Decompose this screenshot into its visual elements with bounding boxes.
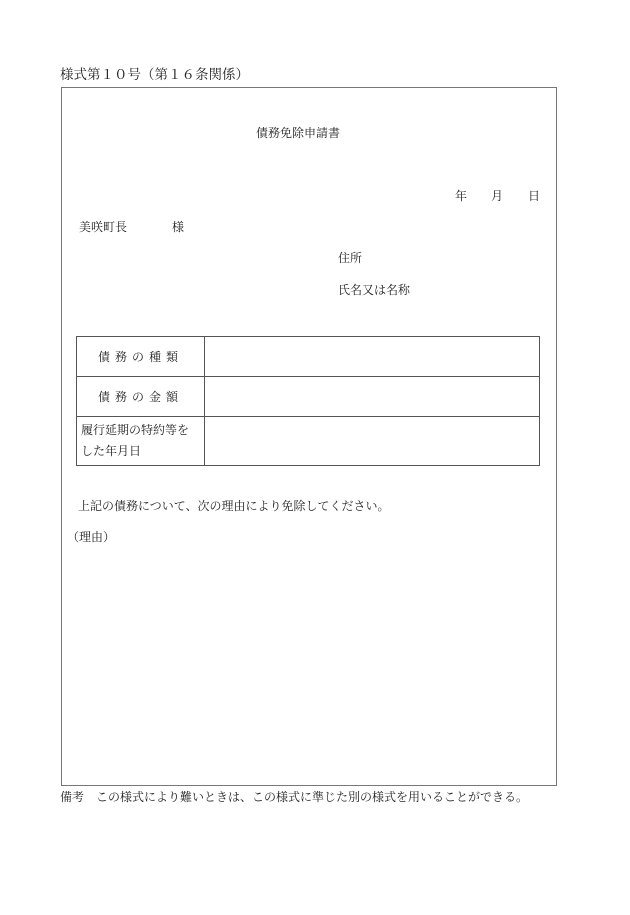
extension-date-label-line2: した年月日 <box>81 444 142 458</box>
debt-amount-label: 債務の金額 <box>77 377 205 417</box>
table-row <box>77 337 540 377</box>
request-text: 上記の債務について、次の理由により免除してください。 <box>78 499 390 513</box>
debt-info-table <box>76 336 540 466</box>
addressee-honorific: 様 <box>172 220 185 234</box>
address-label: 住所 <box>338 251 363 265</box>
date-month-label: 月 <box>491 189 504 203</box>
extension-date-label-line1: 履行延期の特約等を <box>81 423 190 437</box>
reason-label: （理由） <box>67 530 116 544</box>
debt-amount-field[interactable] <box>205 377 540 417</box>
date-day-label: 日 <box>528 189 541 203</box>
addressee-name: 美咲町長 <box>79 220 128 234</box>
table-row <box>77 377 540 417</box>
date-year-label: 年 <box>455 189 468 203</box>
debt-type-field[interactable] <box>205 337 540 377</box>
name-label: 氏名又は名称 <box>338 283 411 297</box>
extension-date-field[interactable] <box>205 417 540 466</box>
debt-type-label: 債務の種類 <box>77 337 205 377</box>
table-row <box>77 417 540 466</box>
note-text: 備考 この様式により難いときは、この様式に準じた別の様式を用いることができる。 <box>60 790 529 804</box>
form-title: 債務免除申請書 <box>256 126 341 140</box>
form-number: 様式第１０号（第１６条関係） <box>60 67 249 83</box>
extension-date-label <box>77 417 205 466</box>
